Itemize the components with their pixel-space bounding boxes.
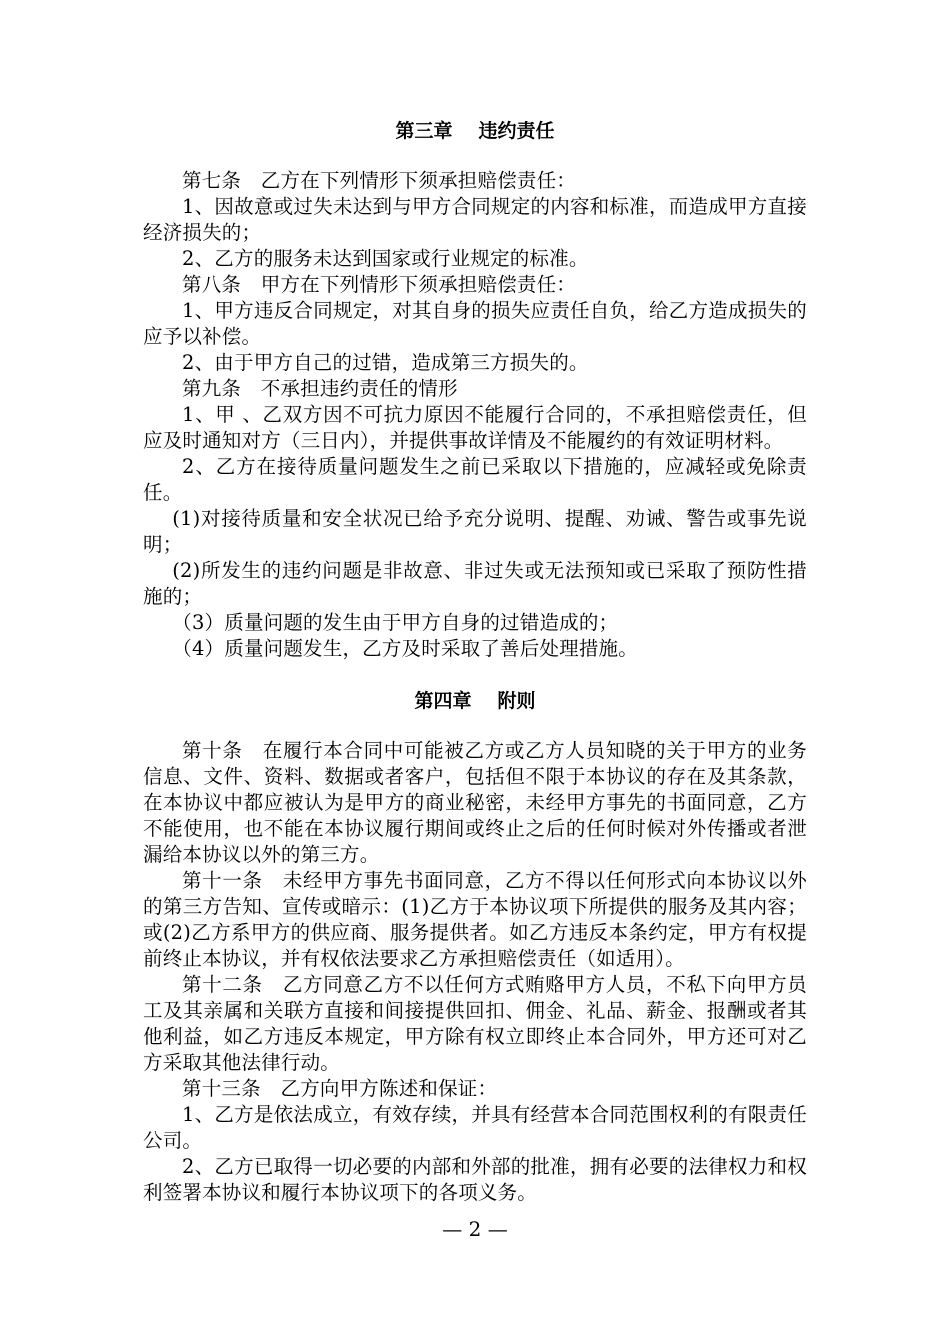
chapter-3-heading — [143, 116, 807, 146]
article-7-item-1: 1、因故意或过失未达到与甲方合同规定的内容和标准，而造成甲方直接经济损失的； — [143, 195, 807, 244]
article-9-measure-3: （3）质量问题的发生由于甲方自身的过错造成的； — [172, 611, 619, 634]
article-8: 第八条 甲方在下列情形下须承担赔偿责任： — [182, 273, 577, 296]
article-12: 第十二条 乙方同意乙方不以任何方式贿赂甲方人员，不私下向甲方员工及其亲属和关联方直接和间接提供回扣、佣金、礼品、薪金、报酬或者其他利益，如乙方违反本规定，甲方除有权立即终止本合同外，甲方还可对乙方采取其他法律行动。 — [143, 973, 807, 1074]
article-9: 第九条 不承担违约责任的情形 — [182, 377, 458, 400]
article-8-item-2: 2、由于甲方自己的过错，造成第三方损失的。 — [182, 351, 589, 374]
article-9-measure-4: （4）质量问题发生，乙方及时采取了善后处理措施。 — [172, 637, 638, 660]
chapter-4-number: 第四章 — [414, 690, 472, 712]
document-page — [143, 112, 807, 1206]
article-9-measure-2: (2)所发生的违约问题是非故意、非过失或无法预知或已采取了预防性措施的； — [143, 559, 807, 608]
article-9-item-2: 2、乙方在接待质量问题发生之前已采取以下措施的，应减轻或免除责任。 — [143, 455, 807, 504]
article-9-item-1: 1、甲 、乙双方因不可抗力原因不能履行合同的，不承担赔偿责任，但应及时通知对方（三日内），并提供事故详情及不能履约的有效证明材料。 — [143, 403, 807, 452]
article-13-item-2: 2、乙方已取得一切必要的内部和外部的批准，拥有必要的法律权力和权利签署本协议和履行本协议项下的各项义务。 — [143, 1155, 807, 1204]
page-number: — 2 — — [442, 1217, 508, 1241]
chapter-3-title: 违约责任 — [478, 120, 555, 142]
article-13-item-1: 1、乙方是依法成立，有效存续，并具有经营本合同范围权利的有限责任公司。 — [143, 1103, 807, 1152]
article-9-measure-1: (1)对接待质量和安全状况已给予充分说明、提醒、劝诫、警告或事先说明； — [143, 507, 807, 556]
article-8-item-1: 1、甲方违反合同规定，对其自身的损失应责任自负，给乙方造成损失的应予以补偿。 — [143, 299, 807, 348]
article-7: 第七条 乙方在下列情形下须承担赔偿责任： — [182, 169, 577, 192]
chapter-4-heading — [143, 686, 807, 716]
article-11: 第十一条 未经甲方事先书面同意，乙方不得以任何形式向本协议以外的第三方告知、宣传或暗示：(1)乙方于本协议项下所提供的服务及其内容；或(2)乙方系甲方的供应商、服务提供者。如乙方违反本条约定，甲方有权提前终止本协议，并有权依法要求乙方承担赔偿责任（如适用）。 — [143, 869, 807, 970]
article-10: 第十条 在履行本合同中可能被乙方或乙方人员知晓的关于甲方的业务信息、文件、资料、数据或者客户，包括但不限于本协议的存在及其条款，在本协议中都应被认为是甲方的商业秘密，未经甲方事先的书面同意，乙方不能使用，也不能在本协议履行期间或终止之后的任何时候对外传播或者泄漏给本协议以外的第三方。 — [143, 739, 807, 866]
chapter-4-title: 附则 — [497, 690, 536, 712]
article-13: 第十三条 乙方向甲方陈述和保证： — [182, 1077, 498, 1100]
chapter-3-number: 第三章 — [395, 120, 453, 142]
article-7-item-2: 2、乙方的服务未达到国家或行业规定的标准。 — [182, 247, 589, 270]
